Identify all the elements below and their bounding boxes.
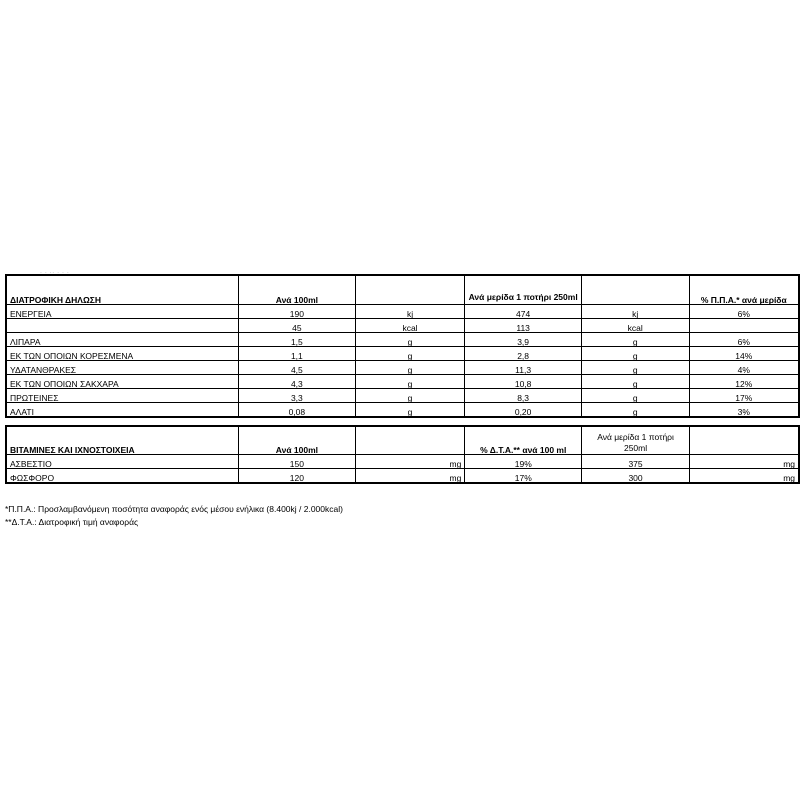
nutrition-header-row [6,275,799,305]
mineral-name: ΦΩΣΦΟΡΟ [6,469,239,484]
unit-per-100ml: kj [355,305,465,319]
value-per-serving: 2,8 [465,347,582,361]
ri-percent [689,319,799,333]
nutrition-table [5,274,800,418]
unit-per-100ml: mg [355,469,465,484]
value-per-serving: 300 [582,469,690,484]
unit-per-serving: kj [581,305,689,319]
ri-percent: 6% [689,333,799,347]
value-per-serving: 474 [465,305,582,319]
value-per-100ml: 120 [239,469,356,484]
unit-per-100ml: g [355,361,465,375]
ri-percent: 6% [689,305,799,319]
nutrition-row [6,319,799,333]
ri-percent: 17% [689,389,799,403]
nutrient-name [6,319,239,333]
nutrient-name: ΕΚ ΤΩΝ ΟΠΟΙΩΝ ΣΑΚΧΑΡΑ [6,375,239,389]
unit-header-empty [581,275,689,305]
value-per-100ml: 3,3 [239,389,356,403]
footnote-ri: *Π.Π.Α.: Προσλαμβανόμενη ποσότητα αναφοράς ενός μέσου ενήλικα (8.400kj / 2.000kcal) [5,504,343,514]
dta-percent: 17% [465,469,582,484]
nutrient-name: ΠΡΩΤΕΙΝΕΣ [6,389,239,403]
ri-percent: 14% [689,347,799,361]
unit-per-serving: g [581,403,689,418]
value-per-100ml: 190 [239,305,356,319]
nutrient-name: ΕΝΕΡΓΕΙΑ [6,305,239,319]
unit-per-100ml: g [355,333,465,347]
faint-header-remnant: . . .. . . . [40,268,70,275]
nutrient-name: ΥΔΑΤΑΝΘΡΑΚΕΣ [6,361,239,375]
value-per-100ml: 1,5 [239,333,356,347]
unit-header-empty [689,426,799,455]
value-per-serving: 8,3 [465,389,582,403]
dta-header: % Δ.Τ.Α.** ανά 100 ml [465,426,582,455]
ri-percent: 3% [689,403,799,418]
value-per-100ml: 4,3 [239,375,356,389]
value-per-serving: 3,9 [465,333,582,347]
mineral-name: ΑΣΒΕΣΤΙΟ [6,455,239,469]
unit-header-empty [355,426,465,455]
dta-percent: 19% [465,455,582,469]
unit-per-serving: g [581,333,689,347]
nutrition-row [6,375,799,389]
unit-per-serving: g [581,361,689,375]
value-per-serving: 0,20 [465,403,582,418]
unit-per-serving: g [581,389,689,403]
value-per-100ml: 0,08 [239,403,356,418]
nutrition-row [6,333,799,347]
unit-per-serving: mg [689,469,799,484]
unit-per-serving: mg [689,455,799,469]
nutrition-label-header: ΔΙΑΤΡΟΦΙΚΗ ΔΗΛΩΣΗ [6,275,239,305]
value-per-serving: 375 [582,455,690,469]
nutrition-row [6,347,799,361]
ri-header: % Π.Π.Α.* ανά μερίδα [689,275,799,305]
footnote-dta: **Δ.Τ.Α.: Διατροφική τιμή αναφοράς [5,517,139,527]
serving-header: Ανά μερίδα 1 ποτήρι 250ml [465,275,582,305]
vitamins-table [5,425,800,484]
nutrient-name: ΕΚ ΤΩΝ ΟΠΟΙΩΝ ΚΟΡΕΣΜΕΝΑ [6,347,239,361]
value-per-100ml: 1,1 [239,347,356,361]
unit-per-100ml: kcal [355,319,465,333]
value-per-serving: 11,3 [465,361,582,375]
per100-header: Ανά 100ml [239,275,356,305]
per100-header: Ανά 100ml [239,426,356,455]
ri-percent: 12% [689,375,799,389]
value-per-100ml: 45 [239,319,356,333]
nutrition-row [6,305,799,319]
unit-per-100ml: g [355,403,465,418]
value-per-serving: 10,8 [465,375,582,389]
unit-per-100ml: g [355,375,465,389]
unit-header-empty [355,275,465,305]
footnotes [5,503,343,529]
vitamins-row [6,469,799,484]
unit-per-serving: kcal [581,319,689,333]
vitamins-label-header: ΒΙΤΑΜΙΝΕΣ ΚΑΙ ΙΧΝΟΣΤΟΙΧΕΙΑ [6,426,239,455]
unit-per-100ml: g [355,347,465,361]
vitamins-header-row [6,426,799,455]
vitamins-row [6,455,799,469]
value-per-100ml: 150 [239,455,356,469]
nutrition-row [6,403,799,418]
value-per-100ml: 4,5 [239,361,356,375]
nutrition-row [6,361,799,375]
value-per-serving: 113 [465,319,582,333]
unit-per-100ml: mg [355,455,465,469]
unit-per-100ml: g [355,389,465,403]
ri-percent: 4% [689,361,799,375]
serving-header: Ανά μερίδα 1 ποτήρι 250ml [582,426,690,455]
unit-per-serving: g [581,375,689,389]
nutrient-name: ΑΛΑΤΙ [6,403,239,418]
nutrition-row [6,389,799,403]
nutrient-name: ΛΙΠΑΡΑ [6,333,239,347]
unit-per-serving: g [581,347,689,361]
